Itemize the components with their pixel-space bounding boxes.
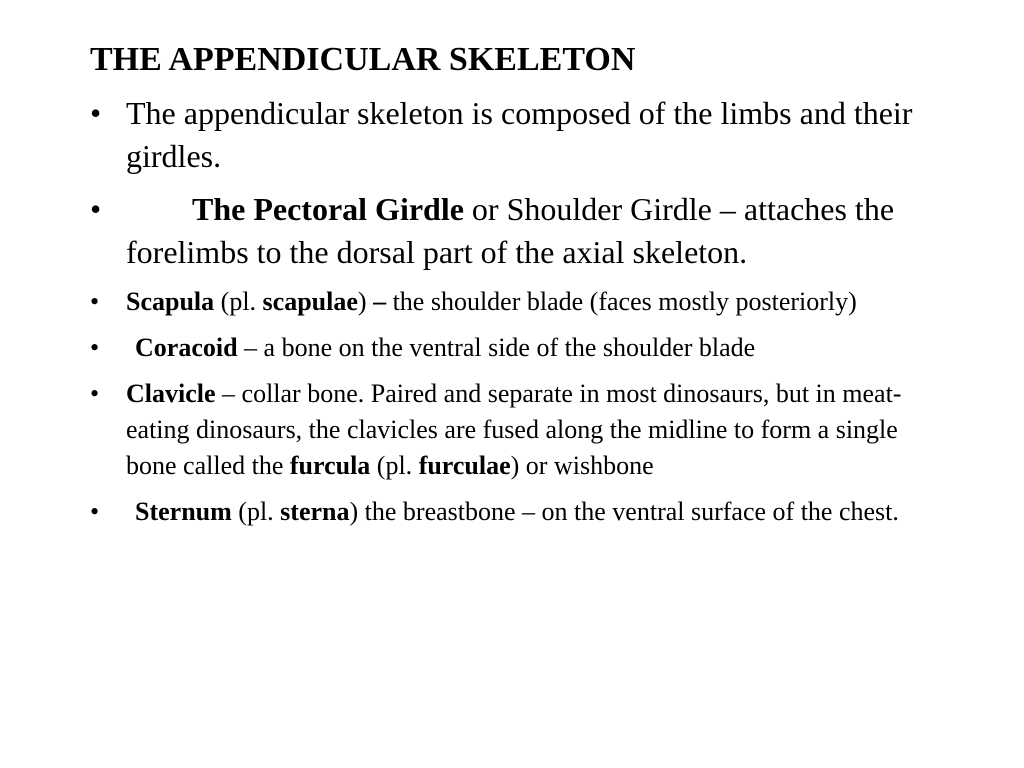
bullet-icon: • (90, 287, 100, 316)
term-sterna: sterna (280, 497, 350, 526)
bullet-icon: • (90, 191, 102, 227)
term-sternum: Sternum (135, 497, 232, 526)
dash: – (373, 287, 387, 316)
term-scapulae: scapulae (262, 287, 358, 316)
bullet-list (90, 92, 950, 540)
bullet-scapula (90, 284, 950, 320)
bullet-icon: • (90, 333, 100, 362)
term-furculae: furculae (418, 451, 511, 480)
bullet-clavicle (90, 376, 950, 484)
bullet-text: ) the breastbone – on the ventral surface of the chest. (349, 497, 899, 526)
bullet-icon: • (90, 497, 100, 526)
text-plural-prefix: (pl. (214, 287, 263, 316)
bullet-icon: • (90, 379, 100, 408)
term-furcula: furcula (289, 451, 371, 480)
text-plural-close: ) (357, 287, 374, 316)
bullet-icon: • (90, 95, 102, 131)
term-clavicle: Clavicle (126, 379, 216, 408)
bullet-text: – a bone on the ventral side of the shoulder blade (237, 333, 756, 362)
term-scapula: Scapula (126, 287, 215, 316)
bullet-text: the shoulder blade (faces mostly posteriorly) (386, 287, 857, 316)
text-plural-prefix: (pl. (231, 497, 281, 526)
bullet-text: or Shoulder Girdle – attaches the forelimbs to the dorsal part of the axial skeleton. (126, 191, 895, 270)
bullet-coracoid (90, 330, 950, 366)
term-pectoral-girdle: The Pectoral Girdle (192, 191, 464, 227)
bullet-appendicular-intro (90, 92, 950, 178)
bullet-text: – collar bone. Paired and separate in most dinosaurs, but in meat-eating dinosaurs, the clavicles are fused along the midline to form a single bone called the (126, 379, 902, 480)
text-plural-prefix: (pl. (370, 451, 419, 480)
bullet-text-end: ) or wishbone (510, 451, 654, 480)
slide-title: THE APPENDICULAR SKELETON (90, 41, 636, 78)
bullet-pectoral-girdle (90, 188, 950, 274)
bullet-sternum (90, 494, 950, 530)
term-coracoid: Coracoid (135, 333, 238, 362)
bullet-text: The appendicular skeleton is composed of the limbs and their girdles. (126, 95, 913, 174)
